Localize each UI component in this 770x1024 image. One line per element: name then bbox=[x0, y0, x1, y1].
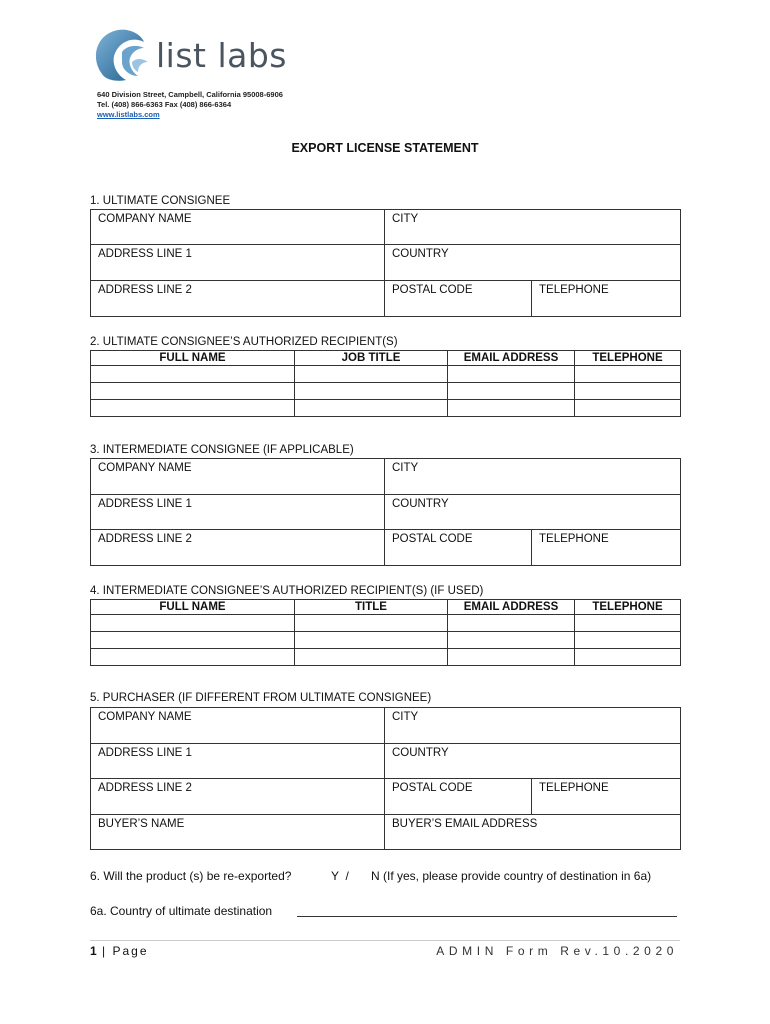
country-field[interactable]: COUNTRY bbox=[385, 495, 681, 530]
q6a-label: 6a. Country of ultimate destination bbox=[90, 904, 273, 918]
postal-code-field[interactable]: POSTAL CODE bbox=[385, 530, 532, 566]
footer-divider bbox=[90, 940, 680, 941]
column-header-full-name: FULL NAME bbox=[91, 351, 295, 366]
postal-code-field[interactable]: POSTAL CODE bbox=[385, 779, 532, 815]
section-1-heading: 1. ULTIMATE CONSIGNEE bbox=[90, 195, 231, 207]
company-name-field[interactable]: COMPANY NAME bbox=[91, 459, 385, 495]
page-number: 1 bbox=[90, 944, 97, 958]
address-line-1-field[interactable]: ADDRESS LINE 1 bbox=[91, 245, 385, 281]
purchaser-table bbox=[90, 707, 681, 850]
column-header-full-name: FULL NAME bbox=[91, 600, 295, 615]
authorized-recipients-table bbox=[90, 350, 681, 417]
address-line-1-field[interactable]: ADDRESS LINE 1 bbox=[91, 495, 385, 530]
website-link[interactable]: www.listlabs.com bbox=[97, 110, 160, 119]
city-field[interactable]: CITY bbox=[385, 210, 681, 245]
q6a-input-line[interactable] bbox=[297, 916, 677, 917]
table-row bbox=[91, 366, 681, 383]
table-row bbox=[91, 615, 681, 632]
city-field[interactable]: CITY bbox=[385, 708, 681, 744]
section-3-heading: 3. INTERMEDIATE CONSIGNEE (IF APPLICABLE) bbox=[90, 444, 354, 456]
table-row bbox=[91, 632, 681, 649]
ultimate-consignee-table bbox=[90, 209, 681, 317]
section-4-heading: 4. INTERMEDIATE CONSIGNEE’S AUTHORIZED RECIPIENT(S) (IF USED) bbox=[90, 585, 484, 597]
telephone-field[interactable]: TELEPHONE bbox=[532, 281, 681, 317]
page-title: EXPORT LICENSE STATEMENT bbox=[291, 141, 479, 155]
section-2-heading: 2. ULTIMATE CONSIGNEE’S AUTHORIZED RECIPIENT(S) bbox=[90, 336, 398, 348]
intermediate-recipients-table bbox=[90, 599, 681, 666]
column-header-email: EMAIL ADDRESS bbox=[448, 351, 575, 366]
table-row bbox=[91, 649, 681, 666]
buyer-email-field[interactable]: BUYER’S EMAIL ADDRESS bbox=[385, 815, 681, 850]
table-row bbox=[91, 400, 681, 417]
address-line-2-field[interactable]: ADDRESS LINE 2 bbox=[91, 281, 385, 317]
postal-code-field[interactable]: POSTAL CODE bbox=[385, 281, 532, 317]
table-row bbox=[91, 383, 681, 400]
company-name-field[interactable]: COMPANY NAME bbox=[91, 210, 385, 245]
logo-wordmark: list labs bbox=[156, 36, 287, 75]
column-header-telephone: TELEPHONE bbox=[575, 600, 681, 615]
q6-note: N (If yes, please provide country of destination in 6a) bbox=[371, 869, 652, 883]
address-line-1-field[interactable]: ADDRESS LINE 1 bbox=[91, 744, 385, 779]
q6-yes-no[interactable]: Y / bbox=[331, 869, 349, 883]
country-field[interactable]: COUNTRY bbox=[385, 744, 681, 779]
column-header-email: EMAIL ADDRESS bbox=[448, 600, 575, 615]
column-header-job-title: JOB TITLE bbox=[295, 351, 448, 366]
q6-question: 6. Will the product (s) be re-exported? bbox=[90, 869, 292, 883]
list-labs-logo-icon bbox=[92, 28, 150, 82]
buyer-name-field[interactable]: BUYER’S NAME bbox=[91, 815, 385, 850]
form-revision: ADMIN Form Rev.10.2020 bbox=[436, 944, 678, 958]
city-field[interactable]: CITY bbox=[385, 459, 681, 495]
page-indicator bbox=[90, 944, 149, 958]
country-field[interactable]: COUNTRY bbox=[385, 245, 681, 281]
section-5-heading: 5. PURCHASER (IF DIFFERENT FROM ULTIMATE CONSIGNEE) bbox=[90, 692, 432, 704]
company-name-field[interactable]: COMPANY NAME bbox=[91, 708, 385, 744]
telephone-field[interactable]: TELEPHONE bbox=[532, 779, 681, 815]
company-phone-fax: Tel. (408) 866-6363 Fax (408) 866-6364 bbox=[97, 100, 232, 109]
column-header-telephone: TELEPHONE bbox=[575, 351, 681, 366]
address-line-2-field[interactable]: ADDRESS LINE 2 bbox=[91, 530, 385, 566]
company-address: 640 Division Street, Campbell, California 95008-6906 bbox=[97, 90, 283, 99]
column-header-title: TITLE bbox=[295, 600, 448, 615]
page-label: | Page bbox=[102, 944, 149, 958]
telephone-field[interactable]: TELEPHONE bbox=[532, 530, 681, 566]
intermediate-consignee-table bbox=[90, 458, 681, 566]
address-line-2-field[interactable]: ADDRESS LINE 2 bbox=[91, 779, 385, 815]
